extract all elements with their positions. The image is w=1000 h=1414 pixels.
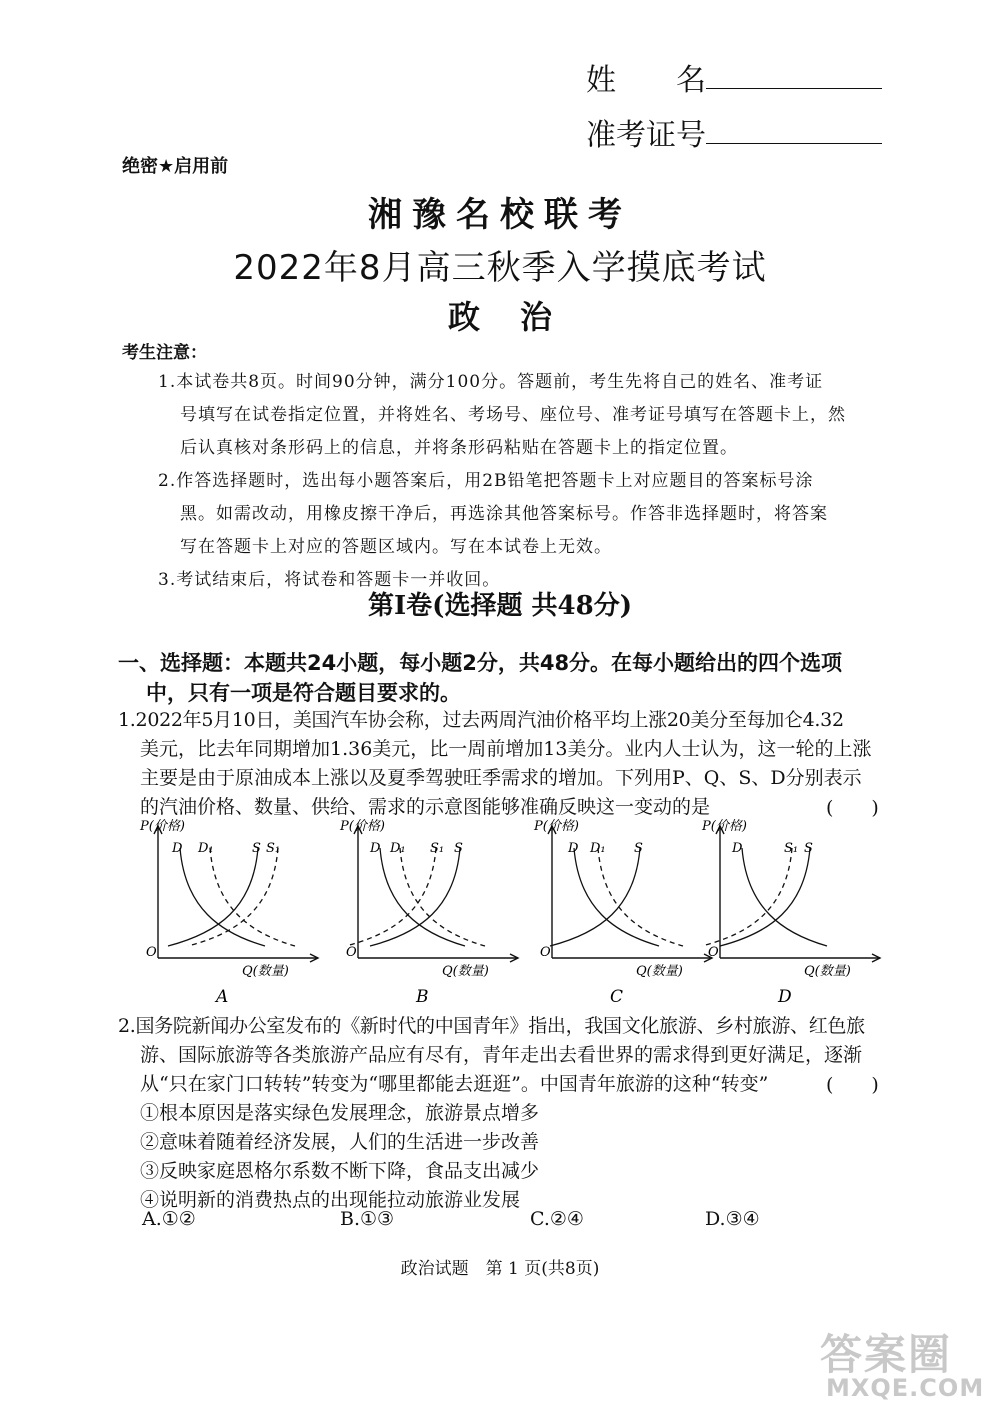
supply-curve [370,848,460,946]
option-a[interactable]: A.①② [142,1208,196,1230]
q1-answer-paren: ( ) [826,797,879,819]
shifted-demand-curve [210,848,295,946]
shifted-demand-curve [598,848,683,946]
chart-caption: A [216,987,229,1007]
notice-line: 2.作答选择题时，选出每小题答案后，用2B铅笔把答题卡上对应题目的答案标号涂 [158,471,814,491]
q2-line: 从“只在家门口转转”转变为“哪里都能去逛逛”。中国青年旅游的这种“转变” [140,1073,769,1095]
notice-line: 黑。如需改动，用橡皮擦干净后，再选涂其他答案标号。作答非选择题时，将答案 [180,504,828,524]
demand-curve [742,848,827,946]
option-b[interactable]: B.①③ [340,1208,395,1230]
subject-title: 政治 [447,298,592,336]
shifted-supply-curve [702,848,792,946]
q2-item: ①根本原因是落实绿色发展理念，旅游景点增多 [140,1102,540,1124]
curve-label: D [172,841,183,856]
notice-heading: 考生注意： [122,343,207,363]
q2-answer-paren: ( ) [826,1074,879,1096]
origin-label: O [540,945,551,960]
curve-label: D₁ [198,841,214,856]
secret-mark: 绝密★启用前 [122,156,229,177]
curve-label: D [370,841,381,856]
option-c[interactable]: C.②④ [530,1208,584,1230]
notice-line: 后认真核对条形码上的信息，并将条形码粘贴在答题卡上的指定位置。 [180,438,738,458]
notice-line: 号填写在试卷指定位置，并将姓名、考场号、座位号、准考证号填写在答题卡上，然 [180,405,846,425]
exam-title: 湘豫名校联考 [368,195,632,235]
curve-label: S [454,841,463,856]
supply-curve [720,848,810,946]
curve-label: S [804,841,813,856]
exam-subtitle: 2022年8月高三秋季入学摸底考试 [233,248,767,288]
q1-charts-svg [0,818,1000,1008]
q2-item: ②意味着随着经济发展，人们的生活进一步改善 [140,1131,540,1153]
origin-label: O [146,945,157,960]
curve-label: D₁ [390,841,406,856]
notice-line: 写在答题卡上对应的答题区域内。写在本试卷上无效。 [180,537,612,557]
origin-label: O [346,945,357,960]
shifted-demand-curve [400,848,485,946]
origin-label: O [708,945,719,960]
notice-line: 3.考试结束后，将试卷和答题卡一并收回。 [158,570,501,590]
curve-label: S₁ [266,841,281,856]
q1-line: 主要是由于原油成本上涨以及夏季驾驶旺季需求的增加。下列用P、Q、S、D分别表示 [140,767,862,789]
notice-block [158,366,898,597]
demand-curve [180,848,265,946]
section-heading [118,648,898,708]
question-2 [118,1012,898,1215]
notice-line: 1.本试卷共8页。时间90分钟，满分100分。答题前，考生先将自己的姓名、准考证 [158,372,824,392]
supply-curve [550,848,640,946]
shifted-supply-curve [188,848,278,946]
x-axis-label: Q(数量) [804,964,851,979]
shifted-supply-curve [346,848,436,946]
demand-curve [380,848,465,946]
y-axis-label: P(价格) [534,819,579,834]
page-footer: 政治试题 第 1 页(共8页) [400,1259,600,1279]
section-line: 一、选择题：本题共24小题，每小题2分，共48分。在每小题给出的四个选项 [118,651,843,675]
curve-label: D [568,841,579,856]
curve-label: S [634,841,643,856]
section-line: 中，只有一项是符合题目要求的。 [146,681,461,705]
y-axis-label: P(价格) [140,819,185,834]
curve-label: D₁ [590,841,606,856]
y-axis-label: P(价格) [702,819,747,834]
curve-label: S [252,841,261,856]
option-d[interactable]: D.③④ [705,1208,760,1230]
name-blank[interactable] [706,88,882,89]
x-axis-label: Q(数量) [242,964,289,979]
watermark-logo: 答案圈 [820,1330,953,1379]
q1-line: 美元，比去年同期增加1.36美元，比一周前增加13美分。业内人士认为，这一轮的上涨 [140,738,872,760]
q2-item: ③反映家庭恩格尔系数不断下降，食品支出减少 [140,1160,540,1182]
q2-line: 游、国际旅游等各类旅游产品应有尽有，青年走出去看世界的需求得到更好满足，逐渐 [140,1044,863,1066]
y-axis-label: P(价格) [340,819,385,834]
id-blank[interactable] [706,143,882,144]
q1-charts [0,818,1000,1008]
chart-caption: C [610,987,624,1007]
curve-label: D [732,841,743,856]
x-axis-label: Q(数量) [442,964,489,979]
watermark-site: MXQE.COM [826,1374,985,1402]
q1-line: 1.2022年5月10日，美国汽车协会称，过去两周汽油价格平均上涨20美分至每加仑4.32 [118,709,844,731]
chart-caption: D [778,987,792,1007]
q2-item: ④说明新的消费热点的出现能拉动旅游业发展 [140,1189,521,1211]
question-1 [118,706,898,822]
name-label: 姓 名 [586,63,706,98]
curve-label: S₁ [430,841,445,856]
curve-label: S₁ [784,841,799,856]
chart-caption: B [416,987,429,1007]
id-label: 准考证号 [586,118,706,153]
x-axis-label: Q(数量) [636,964,683,979]
q2-line: 2.国务院新闻办公室发布的《新时代的中国青年》指出，我国文化旅游、乡村旅游、红色旅 [118,1015,865,1037]
part-title: 第Ⅰ卷(选择题 共48分) [368,591,632,621]
q1-line: 的汽油价格、数量、供给、需求的示意图能够准确反映这一变动的是 [140,796,711,818]
